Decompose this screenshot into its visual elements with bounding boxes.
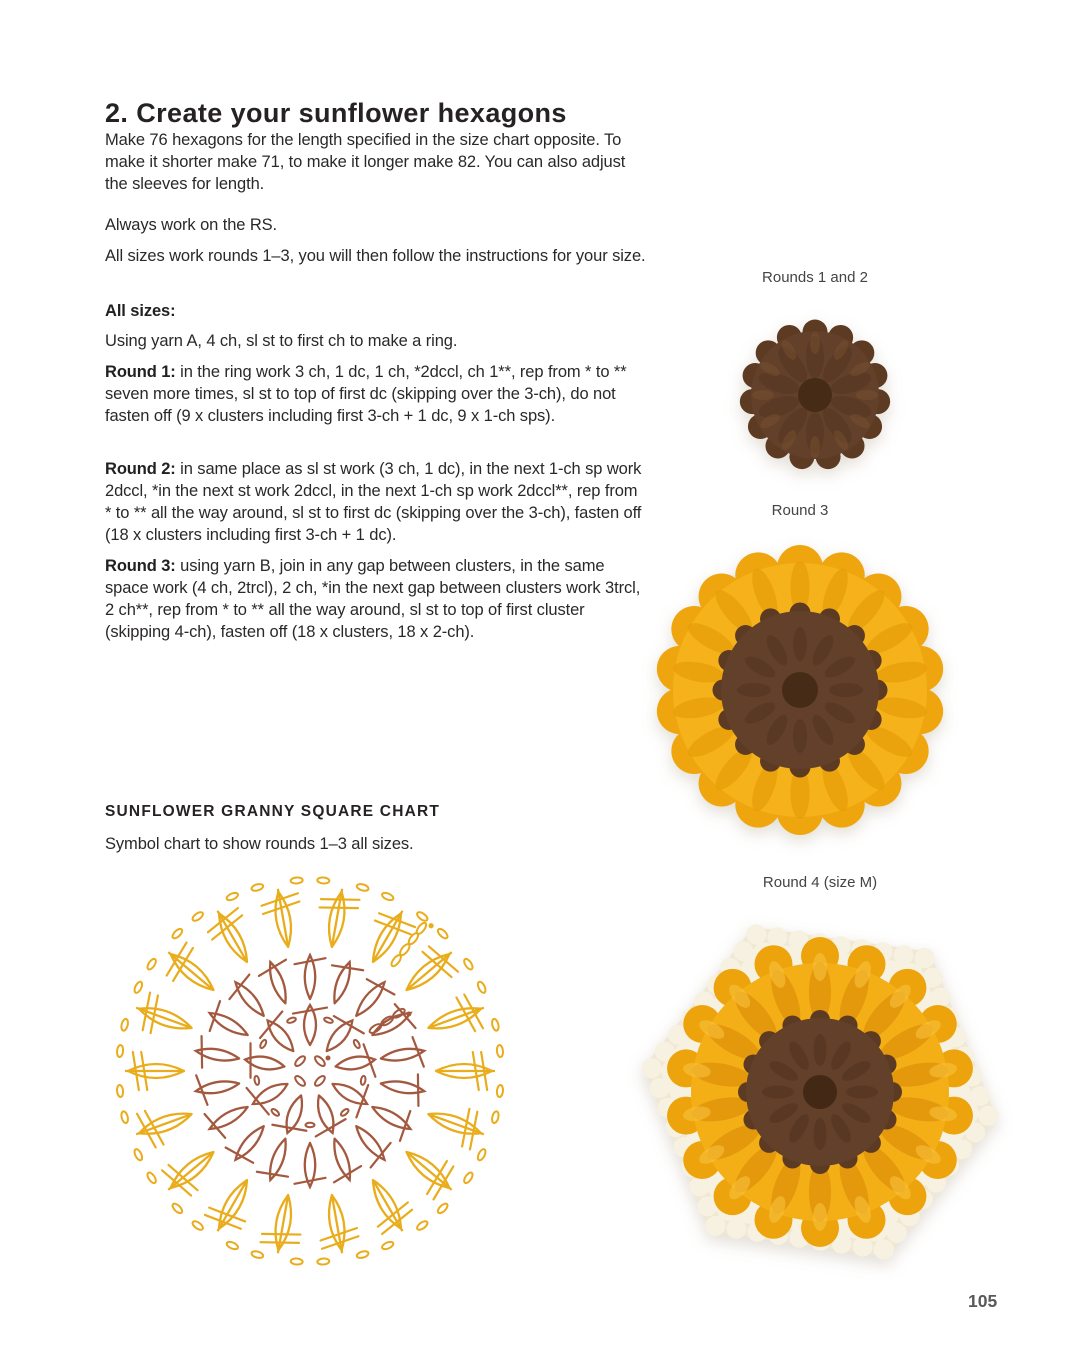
photo-caption-round-4: Round 4 (size M) [762,874,878,891]
photo-rounds-1-2-swatch [730,310,900,480]
photo-round-4-hexagon [625,912,1015,1272]
photo-caption-round-3: Round 3 [771,502,829,519]
intro-paragraph: Always work on the RS. [105,215,278,234]
round-1-label: Round 1: [105,362,176,381]
intro-paragraph: All sizes work rounds 1–3, you will then follow the instructions for your size. [105,246,646,265]
round-3-text: using yarn B, join in any gap between clusters, in the same space work (4 ch, 2trcl), 2 ch, *in the next gap between clusters work 3trcl, 2 ch**, rep from * to ** all the way around, sl st to top of first cluster (skipping 4-ch), fasten off (18 x clusters, 18 x 2-ch). [105,556,641,641]
round-2-label: Round 2: [105,459,176,478]
page-title: 2. Create your sunflower hexagons [105,98,567,129]
intro-paragraph: Make 76 hexagons for the length specified in the size chart opposite. To make it shorter make 71, to make it longer make 82. You can also adjust the sleeves for length. [105,130,626,193]
crochet-symbol-chart [92,856,528,1286]
chart-section-heading: SUNFLOWER GRANNY SQUARE CHART [105,802,441,820]
photo-caption-rounds-1-2: Rounds 1 and 2 [762,269,868,286]
photo-round-3-swatch [650,540,950,840]
page-number: 105 [968,1291,998,1311]
round-3-instruction [105,555,648,643]
round-2-instruction [105,458,648,546]
round-2-text: in same place as sl st work (3 ch, 1 dc), in the next 1-ch sp work 2dccl, *in the next st work 2dccl, in the next 1-ch sp work 2dccl**, rep from * to ** all the way around, sl st to first dc (skipping over the 3-ch), fasten off (18 x clusters including first 3-ch + 1 dc). [105,459,642,544]
all-sizes-label: All sizes: [105,301,176,320]
chart-section-caption: Symbol chart to show rounds 1–3 all sizes. [105,834,414,853]
round-1-text: in the ring work 3 ch, 1 dc, 1 ch, *2dccl, ch 1**, rep from * to ** seven more times, sl st to top of first dc (skipping over the 3-ch), do not fasten off (9 x clusters including first 3-ch + 1 dc, 9 x 1-ch sps). [105,362,627,425]
round-1-instruction [105,361,648,427]
all-sizes-text: Using yarn A, 4 ch, sl st to first ch to make a ring. [105,331,458,350]
round-3-label: Round 3: [105,556,176,575]
